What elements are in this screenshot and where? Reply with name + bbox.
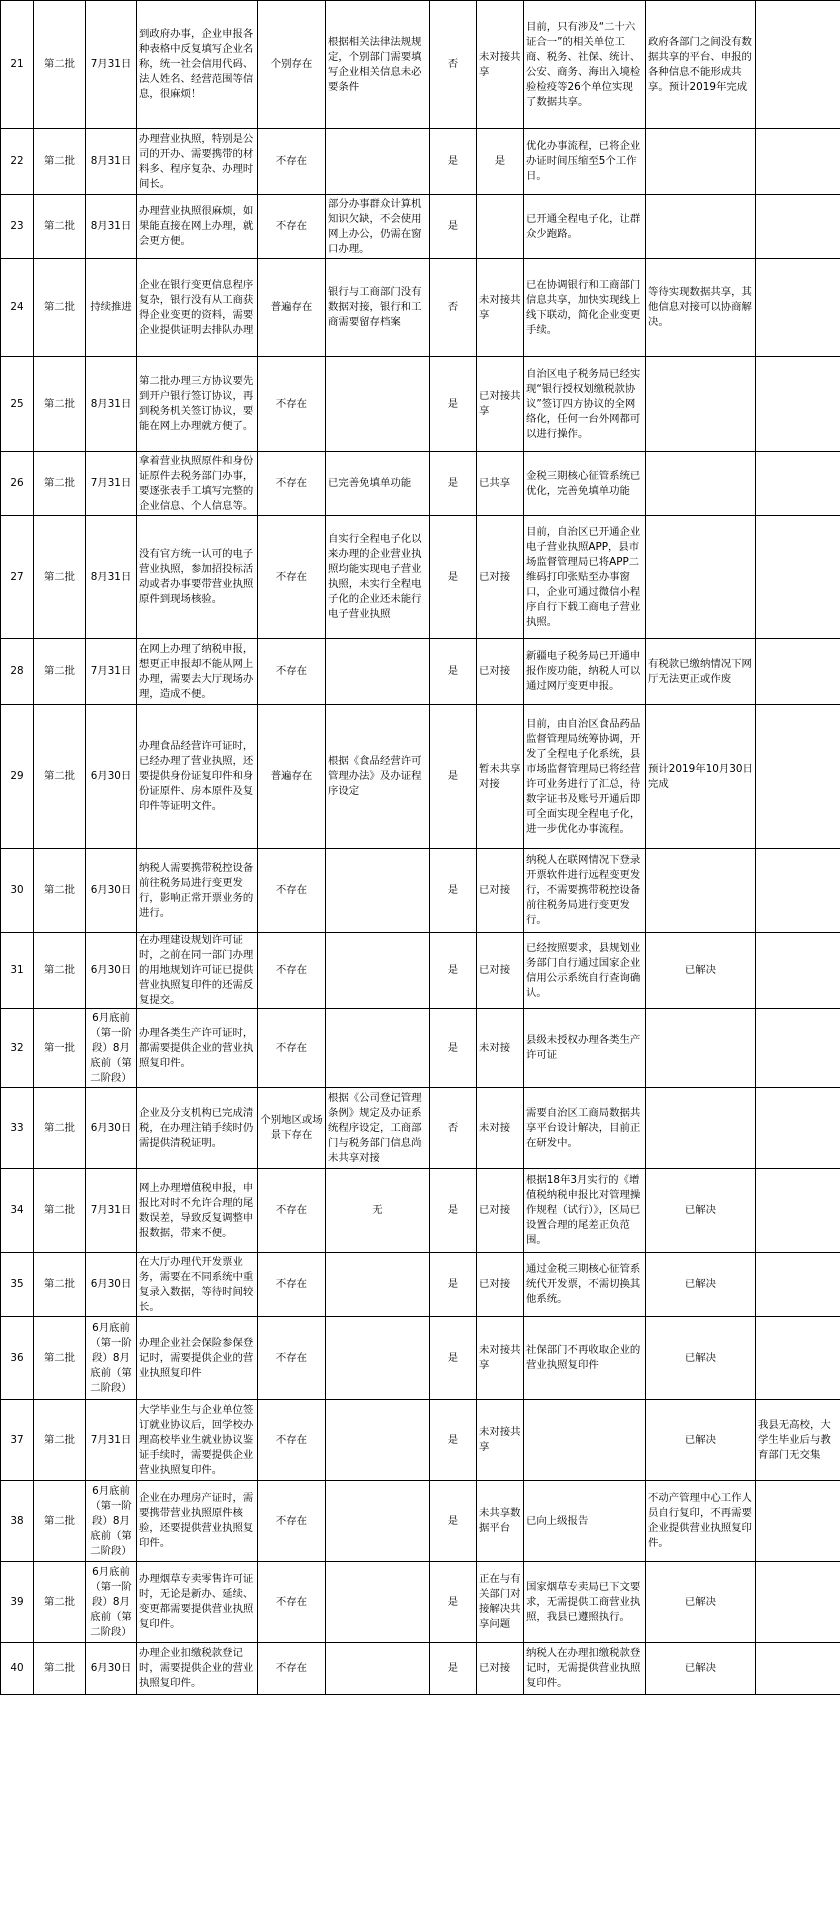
measure-cell [326, 1643, 430, 1695]
resolved-cell: 是 [430, 1317, 477, 1400]
deadline-cell: 6月底前（第一阶段）8月底前（第二阶段） [86, 1481, 137, 1562]
share-status-cell: 已对接 [477, 516, 524, 639]
remark-cell: 已解决 [646, 1643, 756, 1695]
table-row [1, 705, 840, 849]
table-row [1, 1169, 840, 1253]
batch-cell: 第二批 [34, 1481, 86, 1562]
share-status-cell: 未对接共享 [477, 1, 524, 129]
deadline-cell: 7月31日 [86, 1400, 137, 1481]
share-status-cell: 已对接 [477, 933, 524, 1009]
scope-cell: 不存在 [258, 1562, 326, 1643]
row-number: 29 [1, 705, 34, 849]
note-cell [756, 195, 840, 259]
note-cell [756, 129, 840, 195]
measure-cell [326, 1253, 430, 1317]
remark-cell [646, 195, 756, 259]
problem-cell: 办理营业执照很麻烦，如果能直接在网上办理，就会更方便。 [137, 195, 258, 259]
batch-cell: 第二批 [34, 1169, 86, 1253]
problem-cell: 办理营业执照，特别是公司的开办、需要携带的材料多、程序复杂、办理时间长。 [137, 129, 258, 195]
problem-cell: 第二批办理三方协议要先到开户银行签订协议，再到税务机关签订协议，要能在网上办理就方便了。 [137, 357, 258, 452]
row-number: 24 [1, 259, 34, 357]
deadline-cell: 6月30日 [86, 933, 137, 1009]
table-row [1, 357, 840, 452]
progress-cell: 通过金税三期核心征管系统代开发票，不需切换其他系统。 [524, 1253, 646, 1317]
progress-cell: 县级未授权办理各类生产许可证 [524, 1009, 646, 1088]
deadline-cell: 7月31日 [86, 1169, 137, 1253]
problem-cell: 在办理建设规划许可证时，之前在同一部门办理的用地规划许可证已提供营业执照复印件的还需反复提交。 [137, 933, 258, 1009]
resolved-cell: 否 [430, 1088, 477, 1169]
batch-cell: 第二批 [34, 1562, 86, 1643]
batch-cell: 第二批 [34, 259, 86, 357]
batch-cell: 第二批 [34, 1253, 86, 1317]
deadline-cell: 7月31日 [86, 452, 137, 516]
note-cell [756, 1, 840, 129]
progress-cell: 自治区电子税务局已经实现“银行授权划缴税款协议”签订四方协议的全网络化，任何一台外网都可以进行操作。 [524, 357, 646, 452]
resolved-cell: 是 [430, 705, 477, 849]
row-number: 25 [1, 357, 34, 452]
remark-cell: 不动产管理中心工作人员自行复印，不再需要企业提供营业执照复印件。 [646, 1481, 756, 1562]
table-row [1, 1400, 840, 1481]
note-cell [756, 639, 840, 705]
progress-cell: 目前，自治区已开通企业电子营业执照APP，县市场监督管理局已将APP二维码打印张贴至办事窗口，企业可通过微信小程序自行下载工商电子营业执照。 [524, 516, 646, 639]
table-row [1, 516, 840, 639]
progress-cell: 根据18年3月实行的《增值税纳税申报比对管理操作规程（试行）》，区局已设置合理的尾差正负范围。 [524, 1169, 646, 1253]
share-status-cell: 未对接共享 [477, 1400, 524, 1481]
problem-cell: 企业在办理房产证时，需要携带营业执照原件核验，还要提供营业执照复印件。 [137, 1481, 258, 1562]
resolved-cell: 是 [430, 1562, 477, 1643]
table-row [1, 452, 840, 516]
problem-cell: 纳税人需要携带税控设备前往税务局进行变更发行，影响正常开票业务的进行。 [137, 849, 258, 933]
resolved-cell: 是 [430, 195, 477, 259]
scope-cell: 不存在 [258, 195, 326, 259]
remark-cell: 已解决 [646, 1317, 756, 1400]
deadline-cell: 6月底前（第一阶段）8月底前（第二阶段） [86, 1317, 137, 1400]
note-cell [756, 452, 840, 516]
table-row [1, 1643, 840, 1695]
measure-cell [326, 129, 430, 195]
resolved-cell: 否 [430, 259, 477, 357]
note-cell [756, 1088, 840, 1169]
table-body [1, 1, 840, 1695]
remark-cell: 等待实现数据共享，其他信息对接可以协商解决。 [646, 259, 756, 357]
resolved-cell: 是 [430, 1169, 477, 1253]
problem-cell: 没有官方统一认可的电子营业执照，参加招投标活动或者办事要带营业执照原件到现场核验。 [137, 516, 258, 639]
measure-cell: 部分办事群众计算机知识欠缺，不会使用网上办公，仍需在窗口办理。 [326, 195, 430, 259]
row-number: 38 [1, 1481, 34, 1562]
resolved-cell: 是 [430, 1481, 477, 1562]
share-status-cell: 已对接 [477, 1169, 524, 1253]
row-number: 21 [1, 1, 34, 129]
deadline-cell: 6月30日 [86, 1643, 137, 1695]
measure-cell [326, 1481, 430, 1562]
row-number: 35 [1, 1253, 34, 1317]
problem-cell: 企业在银行变更信息程序复杂，银行没有从工商获得企业变更的资料，需要企业提供证明去排队办理 [137, 259, 258, 357]
batch-cell: 第二批 [34, 639, 86, 705]
share-status-cell: 是 [477, 129, 524, 195]
table-row [1, 195, 840, 259]
scope-cell: 不存在 [258, 357, 326, 452]
problem-cell: 网上办理增值税申报，申报比对时不允许合理的尾数误差，导致反复调整申报数据，带来不便。 [137, 1169, 258, 1253]
resolved-cell: 是 [430, 849, 477, 933]
scope-cell: 普遍存在 [258, 259, 326, 357]
measure-cell: 根据《食品经营许可管理办法》及办证程序设定 [326, 705, 430, 849]
remark-cell: 已解决 [646, 1169, 756, 1253]
progress-cell: 已向上级报告 [524, 1481, 646, 1562]
scope-cell: 不存在 [258, 1169, 326, 1253]
deadline-cell: 8月31日 [86, 357, 137, 452]
progress-cell: 纳税人在办理扣缴税款登记时，无需提供营业执照复印件。 [524, 1643, 646, 1695]
table-row [1, 259, 840, 357]
deadline-cell: 6月底前（第一阶段）8月底前（第二阶段） [86, 1562, 137, 1643]
note-cell [756, 1253, 840, 1317]
scope-cell: 不存在 [258, 639, 326, 705]
remark-cell [646, 1088, 756, 1169]
share-status-cell: 已对接 [477, 849, 524, 933]
note-cell [756, 1643, 840, 1695]
row-number: 28 [1, 639, 34, 705]
remark-cell [646, 1009, 756, 1088]
measure-cell: 根据《公司登记管理条例》规定及办证系统程序设定，工商部门与税务部门信息尚未共享对接 [326, 1088, 430, 1169]
progress-cell: 已在协调银行和工商部门信息共享，加快实现线上线下联动，简化企业变更手续。 [524, 259, 646, 357]
remark-cell [646, 516, 756, 639]
deadline-cell: 6月30日 [86, 849, 137, 933]
note-cell [756, 259, 840, 357]
batch-cell: 第二批 [34, 516, 86, 639]
table-row [1, 1562, 840, 1643]
resolved-cell: 否 [430, 1, 477, 129]
measure-cell [326, 1009, 430, 1088]
progress-cell: 已经按照要求，县规划业务部门自行通过国家企业信用公示系统自行查询确认。 [524, 933, 646, 1009]
scope-cell: 不存在 [258, 933, 326, 1009]
progress-cell: 金税三期核心征管系统已优化，完善免填单功能 [524, 452, 646, 516]
scope-cell: 不存在 [258, 1253, 326, 1317]
scope-cell: 个别存在 [258, 1, 326, 129]
remark-cell: 有税款已缴纳情况下网厅无法更正或作废 [646, 639, 756, 705]
deadline-cell: 7月31日 [86, 639, 137, 705]
problem-cell: 拿着营业执照原件和身份证原件去税务部门办事，要逐张表手工填写完整的企业信息、个人信息等。 [137, 452, 258, 516]
progress-cell [524, 1400, 646, 1481]
table-row [1, 1009, 840, 1088]
row-number: 32 [1, 1009, 34, 1088]
note-cell [756, 516, 840, 639]
share-status-cell: 已对接 [477, 1643, 524, 1695]
share-status-cell: 已对接共享 [477, 357, 524, 452]
measure-cell [326, 1317, 430, 1400]
table-row [1, 933, 840, 1009]
problem-cell: 在大厅办理代开发票业务，需要在不同系统中重复录入数据，等待时间较长。 [137, 1253, 258, 1317]
share-status-cell: 已对接 [477, 1253, 524, 1317]
row-number: 34 [1, 1169, 34, 1253]
deadline-cell: 7月31日 [86, 1, 137, 129]
row-number: 27 [1, 516, 34, 639]
measure-cell: 根据相关法律法规规定，个别部门需要填写企业相关信息未必要条件 [326, 1, 430, 129]
deadline-cell: 6月30日 [86, 705, 137, 849]
table-row [1, 1088, 840, 1169]
problem-cell: 办理烟草专卖零售许可证时，无论是新办、延续、变更都需要提供营业执照复印件。 [137, 1562, 258, 1643]
share-status-cell: 未对接共享 [477, 259, 524, 357]
deadline-cell: 6月30日 [86, 1088, 137, 1169]
problem-cell: 在网上办理了纳税申报，想更正申报却不能从网上办理，需要去大厅现场办理，造成不便。 [137, 639, 258, 705]
table-row [1, 1, 840, 129]
scope-cell: 不存在 [258, 129, 326, 195]
remark-cell [646, 849, 756, 933]
share-status-cell: 未对接共享 [477, 1317, 524, 1400]
resolved-cell: 是 [430, 452, 477, 516]
row-number: 30 [1, 849, 34, 933]
deadline-cell: 8月31日 [86, 195, 137, 259]
progress-cell: 新疆电子税务局已开通申报作废功能，纳税人可以通过网厅变更申报。 [524, 639, 646, 705]
scope-cell: 不存在 [258, 1009, 326, 1088]
row-number: 31 [1, 933, 34, 1009]
share-status-cell: 未对接 [477, 1088, 524, 1169]
row-number: 36 [1, 1317, 34, 1400]
deadline-cell: 8月31日 [86, 516, 137, 639]
note-cell [756, 1562, 840, 1643]
scope-cell: 个别地区或场景下存在 [258, 1088, 326, 1169]
problem-cell: 办理企业扣缴税款登记时，需要提供企业的营业执照复印件。 [137, 1643, 258, 1695]
note-cell [756, 1481, 840, 1562]
deadline-cell: 6月30日 [86, 1253, 137, 1317]
batch-cell: 第二批 [34, 129, 86, 195]
progress-cell: 纳税人在联网情况下登录开票软件进行远程变更发行，不需要携带税控设备前往税务局进行变更发行。 [524, 849, 646, 933]
share-status-cell: 已共享 [477, 452, 524, 516]
scope-cell: 不存在 [258, 1317, 326, 1400]
row-number: 33 [1, 1088, 34, 1169]
problem-cell: 企业及分支机构已完成清税，在办理注销手续时仍需提供清税证明。 [137, 1088, 258, 1169]
share-status-cell: 已对接 [477, 639, 524, 705]
note-cell [756, 1009, 840, 1088]
problem-cell: 办理各类生产许可证时，都需要提供企业的营业执照复印件。 [137, 1009, 258, 1088]
progress-cell: 国家烟草专卖局已下文要求，无需提供工商营业执照，我县已遵照执行。 [524, 1562, 646, 1643]
batch-cell: 第二批 [34, 849, 86, 933]
progress-cell: 优化办事流程，已将企业办证时间压缩至5个工作日。 [524, 129, 646, 195]
remark-cell: 已解决 [646, 1562, 756, 1643]
resolved-cell: 是 [430, 933, 477, 1009]
row-number: 39 [1, 1562, 34, 1643]
row-number: 26 [1, 452, 34, 516]
progress-cell: 目前，只有涉及“二十六证合一”的相关单位工商、税务、社保、统计、公安、商务、海出入境检验检疫等26个单位实现了数据共享。 [524, 1, 646, 129]
resolved-cell: 是 [430, 357, 477, 452]
measure-cell [326, 933, 430, 1009]
remark-cell: 已解决 [646, 933, 756, 1009]
remark-cell [646, 452, 756, 516]
progress-cell: 需要自治区工商局数据共享平台设计解决，目前正在研发中。 [524, 1088, 646, 1169]
scope-cell: 不存在 [258, 1481, 326, 1562]
measure-cell [326, 1400, 430, 1481]
remark-cell: 政府各部门之间没有数据共享的平台、申报的各种信息不能形成共享。预计2019年完成 [646, 1, 756, 129]
share-status-cell: 未对接 [477, 1009, 524, 1088]
scope-cell: 不存在 [258, 516, 326, 639]
scope-cell: 不存在 [258, 452, 326, 516]
measure-cell: 无 [326, 1169, 430, 1253]
problem-cell: 大学毕业生与企业单位签订就业协议后，回学校办理高校毕业生就业协议鉴证手续时，需要提供企业营业执照复印件。 [137, 1400, 258, 1481]
progress-cell: 社保部门不再收取企业的营业执照复印件 [524, 1317, 646, 1400]
resolved-cell: 是 [430, 129, 477, 195]
note-cell: 我县无高校，大学生毕业后与教育部门无交集 [756, 1400, 840, 1481]
problem-cell: 到政府办事，企业申报各种表格中反复填写企业名称，统一社会信用代码、法人姓名、经营范围等信息，很麻烦！ [137, 1, 258, 129]
measure-cell: 银行与工商部门没有数据对接，银行和工商需要留存档案 [326, 259, 430, 357]
batch-cell: 第二批 [34, 1, 86, 129]
batch-cell: 第二批 [34, 1643, 86, 1695]
note-cell [756, 1317, 840, 1400]
note-cell [756, 357, 840, 452]
row-number: 37 [1, 1400, 34, 1481]
row-number: 23 [1, 195, 34, 259]
resolved-cell: 是 [430, 1009, 477, 1088]
table-row [1, 849, 840, 933]
note-cell [756, 705, 840, 849]
scope-cell: 普遍存在 [258, 705, 326, 849]
measure-cell [326, 639, 430, 705]
measure-cell: 自实行全程电子化以来办理的企业营业执照均能实现电子营业执照，未实行全程电子化的企业还未能行电子营业执照 [326, 516, 430, 639]
remark-cell: 已解决 [646, 1400, 756, 1481]
batch-cell: 第二批 [34, 705, 86, 849]
deadline-cell: 持续推进 [86, 259, 137, 357]
share-status-cell: 暂未共享对接 [477, 705, 524, 849]
remark-cell: 已解决 [646, 1253, 756, 1317]
row-number: 40 [1, 1643, 34, 1695]
note-cell [756, 933, 840, 1009]
measure-cell [326, 849, 430, 933]
table-row [1, 1481, 840, 1562]
resolved-cell: 是 [430, 1253, 477, 1317]
scope-cell: 不存在 [258, 849, 326, 933]
share-status-cell [477, 195, 524, 259]
batch-cell: 第二批 [34, 1088, 86, 1169]
scope-cell: 不存在 [258, 1643, 326, 1695]
batch-cell: 第二批 [34, 452, 86, 516]
note-cell [756, 849, 840, 933]
resolved-cell: 是 [430, 516, 477, 639]
remark-cell [646, 357, 756, 452]
resolved-cell: 是 [430, 1400, 477, 1481]
deadline-cell: 8月31日 [86, 129, 137, 195]
batch-cell: 第二批 [34, 1317, 86, 1400]
table-row [1, 1253, 840, 1317]
measure-cell: 已完善免填单功能 [326, 452, 430, 516]
batch-cell: 第二批 [34, 1400, 86, 1481]
row-number: 22 [1, 129, 34, 195]
measure-cell [326, 1562, 430, 1643]
remark-cell: 预计2019年10月30日完成 [646, 705, 756, 849]
share-status-cell: 未共享数据平台 [477, 1481, 524, 1562]
batch-cell: 第二批 [34, 357, 86, 452]
batch-cell: 第二批 [34, 933, 86, 1009]
remark-cell [646, 129, 756, 195]
share-status-cell: 正在与有关部门对接解决共享问题 [477, 1562, 524, 1643]
progress-cell: 目前，由自治区食品药品监督管理局统筹协调，开发了全程电子化系统，县市场监督管理局已将经营许可业务进行了汇总，待数字证书及账号开通后即可全面实现全程电子化，进一步优化办事流程。 [524, 705, 646, 849]
resolved-cell: 是 [430, 1643, 477, 1695]
table-row [1, 129, 840, 195]
deadline-cell: 6月底前（第一阶段）8月底前（第二阶段） [86, 1009, 137, 1088]
batch-cell: 第二批 [34, 195, 86, 259]
scope-cell: 不存在 [258, 1400, 326, 1481]
resolved-cell: 是 [430, 639, 477, 705]
progress-cell: 已开通全程电子化，让群众少跑路。 [524, 195, 646, 259]
batch-cell: 第一批 [34, 1009, 86, 1088]
problem-cell: 办理食品经营许可证时，已经办理了营业执照，还要提供身份证复印件和身份证原件、房本原件及复印件等证明文件。 [137, 705, 258, 849]
table-row [1, 1317, 840, 1400]
problem-cell: 办理企业社会保险参保登记时，需要提供企业的营业执照复印件 [137, 1317, 258, 1400]
note-cell [756, 1169, 840, 1253]
table-row [1, 639, 840, 705]
measure-cell [326, 357, 430, 452]
